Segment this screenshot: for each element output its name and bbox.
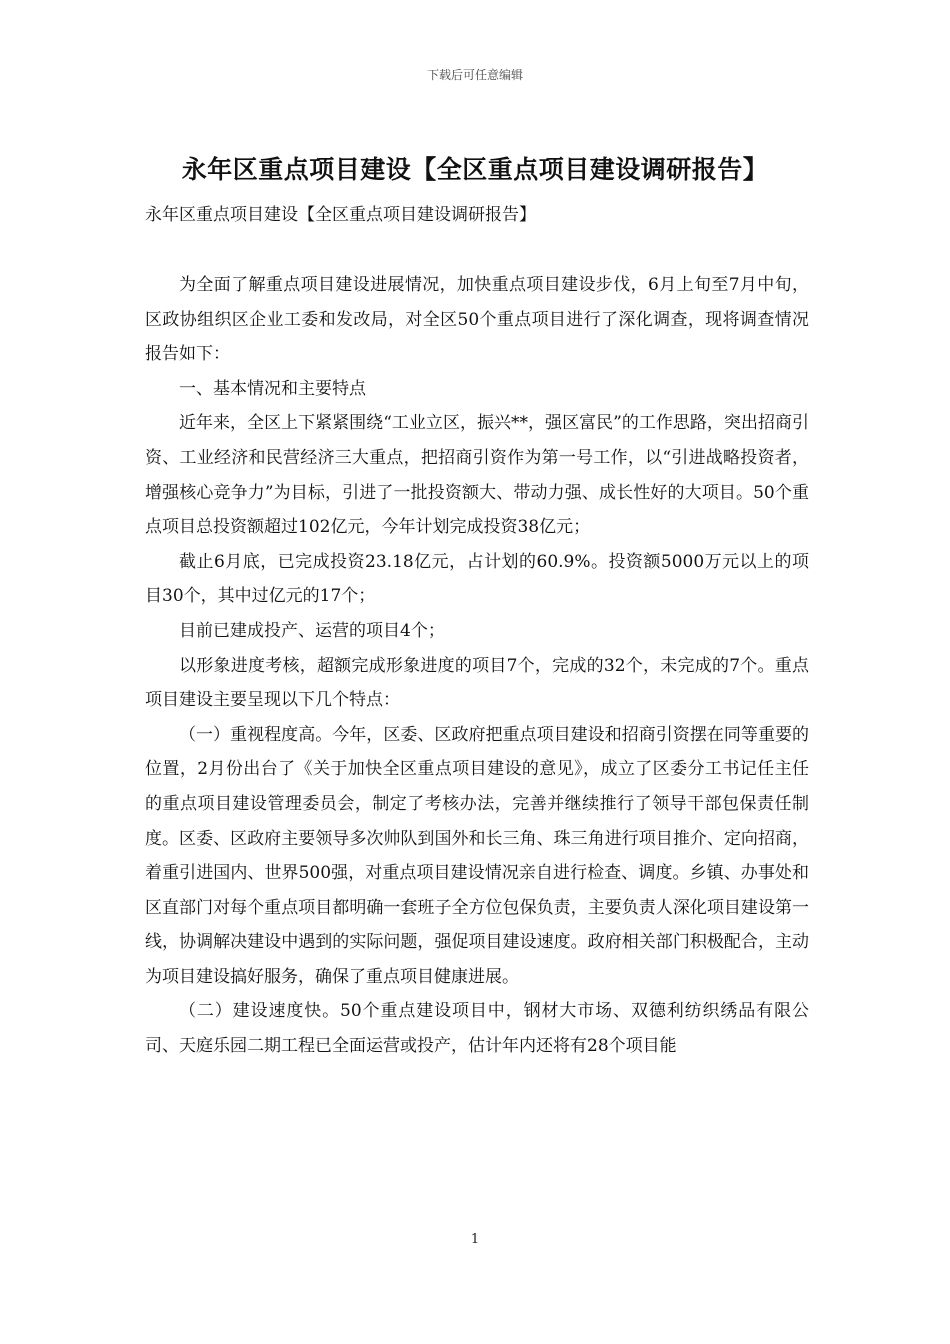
paragraph: 截止6月底，已完成投资23.18亿元，占计划的60.9%。投资额5000万元以上的项目30个，其中过亿元的17个；	[145, 551, 809, 607]
document-body	[145, 268, 809, 1064]
paragraph-point-1: （一）重视程度高。今年，区委、区政府把重点项目建设和招商引资摆在同等重要的位置，2月份出台了《关于加快全区重点项目建设的意见》，成立了区委分工书记任主任的重点项目建设管理委员会，制定了考核办法，完善并继续推行了领导干部包保责任制度。区委、区政府主要领导多次帅队到国外和长三角、珠三角进行项目推介、定向招商，着重引进国内、世界500强，对重点项目建设情况亲自进行检查、调度。乡镇、办事处和区直部门对每个重点项目都明确一套班子全方位包保负责，主要负责人深化项目建设第一线，协调解决建设中遇到的实际问题，强促项目建设速度。政府相关部门积极配合，主动为项目建设搞好服务，确保了重点项目健康进展。	[145, 724, 809, 987]
paragraph-point-2: （二）建设速度快。50个重点建设项目中，钢材大市场、双德利纺织绣品有限公司、天庭乐园二期工程已全面运营或投产，估计年内还将有28个项目能	[145, 1001, 809, 1057]
section-heading-1: 一、基本情况和主要特点	[179, 378, 366, 399]
paragraph: 以形象进度考核，超额完成形象进度的项目7个，完成的32个，未完成的7个。重点项目建设主要呈现以下几个特点：	[145, 655, 809, 711]
paragraph: 近年来，全区上下紧紧围绕“工业立区，振兴**，强区富民”的工作思路，突出招商引资、工业经济和民营经济三大重点，把招商引资作为第一号工作，以“引进战略投资者，增强核心竞争力”为目标，引进了一批投资额大、带动力强、成长性好的大项目。50个重点项目总投资额超过102亿元，今年计划完成投资38亿元；	[145, 413, 809, 538]
paragraph-intro: 为全面了解重点项目建设进展情况，加快重点项目建设步伐，6月上旬至7月中旬，区政协组织区企业工委和发改局，对全区50个重点项目进行了深化调查，现将调查情况报告如下：	[145, 275, 809, 365]
document-title: 永年区重点项目建设【全区重点项目建设调研报告】	[181, 155, 769, 184]
page-number: 1	[470, 1232, 480, 1247]
header-note: 下载后可任意编辑	[426, 68, 523, 82]
document-subtitle: 永年区重点项目建设【全区重点项目建设调研报告】	[145, 205, 536, 225]
paragraph: 目前已建成投产、运营的项目4个；	[179, 620, 445, 641]
